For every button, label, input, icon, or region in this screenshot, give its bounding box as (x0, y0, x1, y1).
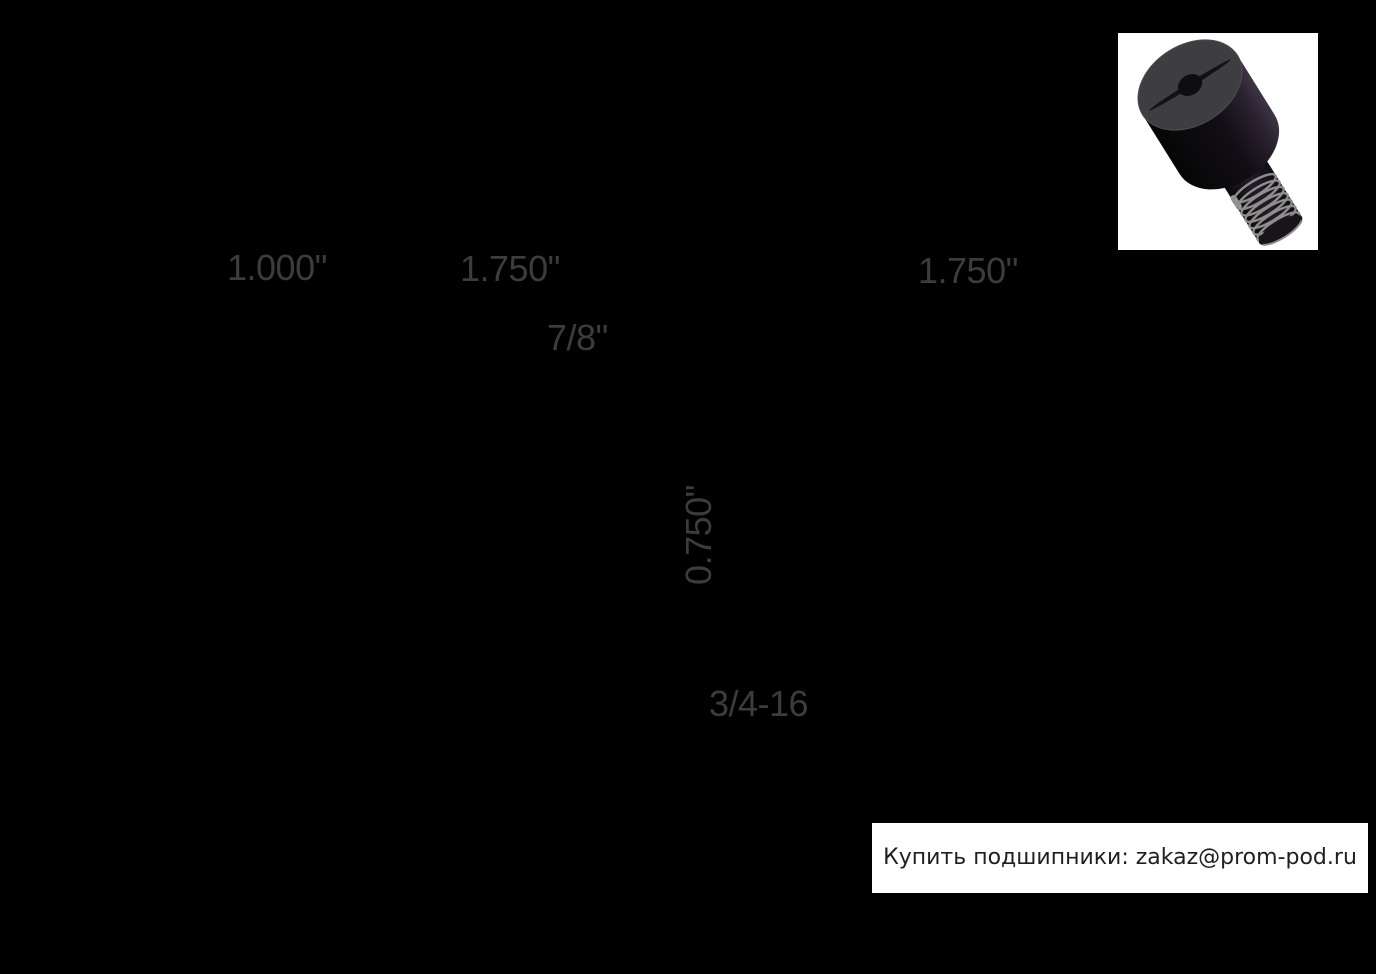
contact-text: Купить подшипники: zakaz@prom-pod.ru (883, 844, 1357, 870)
contact-banner (872, 823, 1368, 893)
product-photo (1118, 33, 1318, 250)
dimension-label-roller-width: 1.000" (227, 247, 327, 288)
dimension-label-thread-size: 3/4-16 (709, 683, 809, 724)
bearing-render-image (1118, 33, 1318, 250)
dimension-label-stud-length: 1.750" (918, 250, 1018, 291)
dimension-label-bearing-width: 7/8" (547, 317, 608, 358)
dimension-label-roller-diameter: 1.750" (460, 248, 560, 289)
dimension-label-stud-diameter: 0.750" (678, 485, 719, 585)
